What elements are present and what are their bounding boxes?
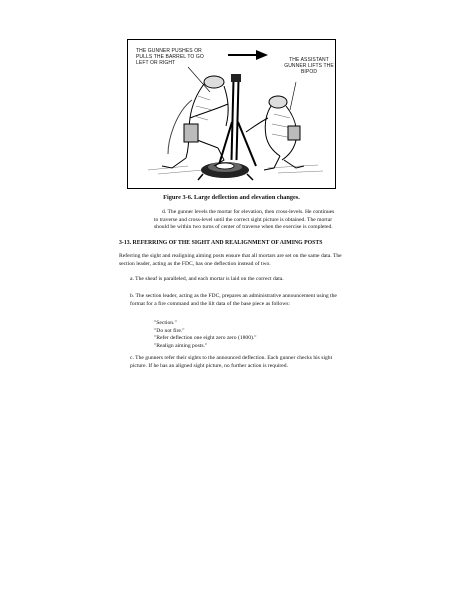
baseplate xyxy=(198,162,253,180)
quote-line: "Section." xyxy=(154,320,177,326)
intro-paragraph: Referring the sight and realigning aiming posts ensure that all mortars are set on the same data. The section leader, acting as the FDC, has one deflection instead of two. xyxy=(119,253,342,267)
mortar-barrel xyxy=(231,74,241,160)
gunner-callout: THE GUNNER PUSHES OR PULLS THE BARREL TO GO LEFT OR RIGHT xyxy=(136,48,204,66)
quote-line: "Do not fire." xyxy=(154,327,185,334)
announcement-quotes xyxy=(154,320,257,350)
paragraph-c: c. The gunners refer their sights to the announced deflection. Each gunner checks his sight picture. If he has an aligned sight picture, no further action is required. xyxy=(130,355,333,369)
quote-line: "Realign aiming posts." xyxy=(154,342,208,349)
paragraph-d: d. The gunner levels the mortar for elevation, then cross-levels. He continues to traverse and cross-level until the correct sight picture is obtained. The mortar should be within two turns of center of traverse when the exercise is completed. xyxy=(154,209,335,231)
figure-illustration xyxy=(127,39,336,189)
quote-line: "Refer deflection one eight zero zero (1800)." xyxy=(154,335,257,342)
gunner-figure xyxy=(162,76,228,168)
paragraph-a: a. The sheaf is paralleled, and each mortar is laid on the correct data. xyxy=(130,276,284,282)
figure-caption: Figure 3-6. Large deflection and elevation changes. xyxy=(163,194,300,201)
assistant-gunner-callout: THE ASSISTANT GUNNER LIFTS THE BIPOD xyxy=(284,57,334,75)
paragraph-b: b. The section leader, acting as the FDC, prepares an administrative announcement using the format for a fire command and the lilt data of the base piece as follows: xyxy=(130,293,337,307)
section-heading: 3-13. REFERRING OF THE SIGHT AND REALIGNMENT OF AIMING POSTS xyxy=(119,240,323,246)
assistant-gunner-figure xyxy=(246,96,304,170)
direction-arrow-icon xyxy=(228,50,268,60)
